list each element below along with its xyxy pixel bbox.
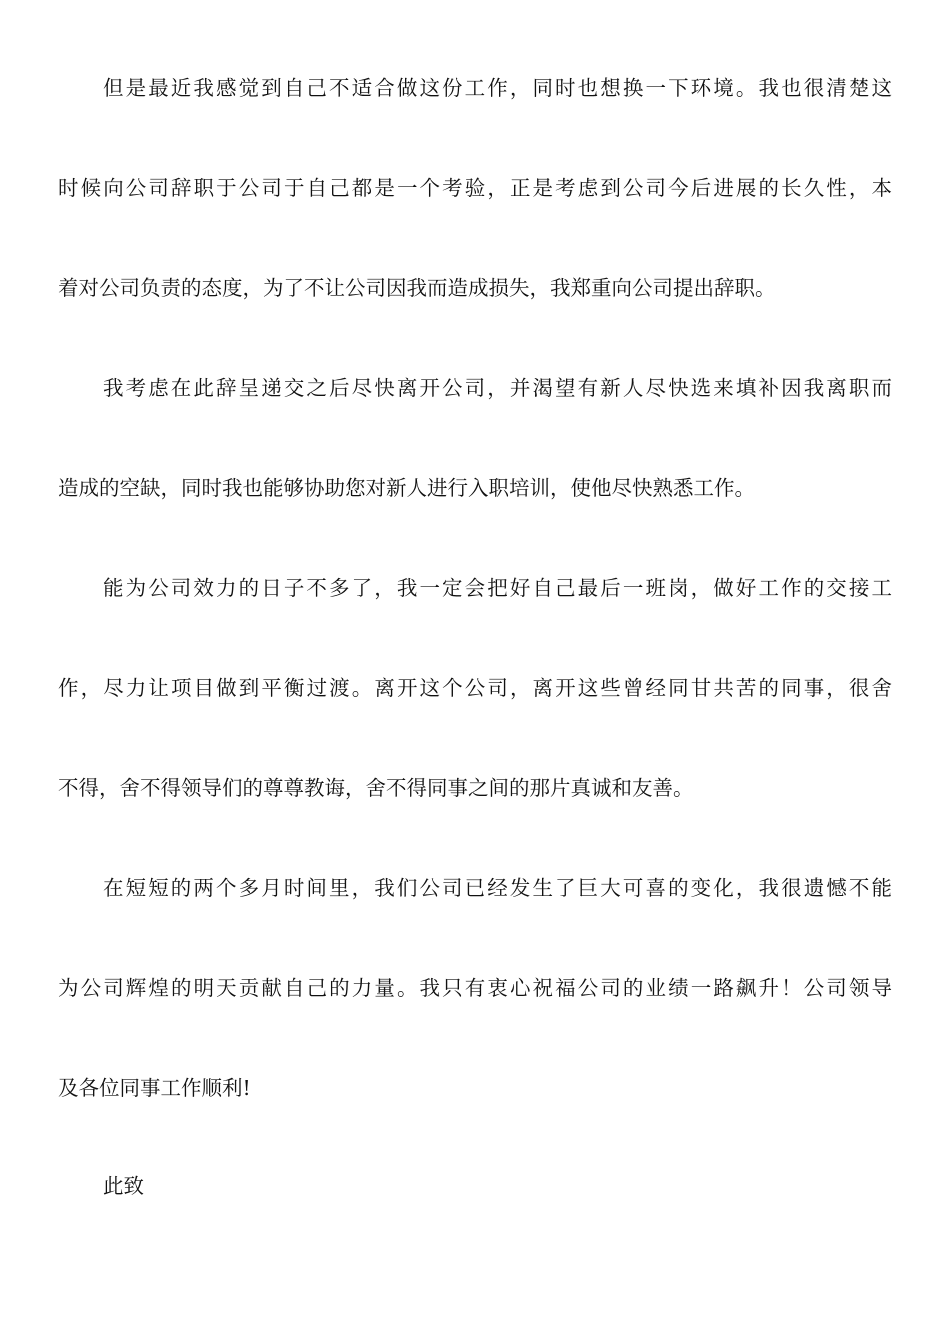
paragraph-1-line-2: 时候向公司辞职于公司于自己都是一个考验，正是考虑到公司今后进展的长久性，本 xyxy=(58,176,892,200)
closing-salutation: 此致 xyxy=(103,1174,144,1198)
paragraph-3-line-3: 不得，舍不得领导们的尊尊教诲，舍不得同事之间的那片真诚和友善。 xyxy=(58,776,694,800)
paragraph-1-line-1: 但是最近我感觉到自己不适合做这份工作，同时也想换一下环境。我也很清楚这 xyxy=(103,76,892,100)
paragraph-1-line-3: 着对公司负责的态度，为了不让公司因我而造成损失，我郑重向公司提出辞职。 xyxy=(58,276,776,300)
paragraph-2-line-2: 造成的空缺，同时我也能够协助您对新人进行入职培训，使他尽快熟悉工作。 xyxy=(58,476,755,500)
paragraph-3-line-1: 能为公司效力的日子不多了，我一定会把好自己最后一班岗，做好工作的交接工 xyxy=(103,576,892,600)
paragraph-4-line-1: 在短短的两个多月时间里，我们公司已经发生了巨大可喜的变化，我很遗憾不能 xyxy=(103,876,892,900)
paragraph-4-line-2: 为公司辉煌的明天贡献自己的力量。我只有衷心祝福公司的业绩一路飙升！公司领导 xyxy=(58,976,892,1000)
paragraph-4-line-3: 及各位同事工作顺利! xyxy=(58,1076,251,1100)
paragraph-3-line-2: 作，尽力让项目做到平衡过渡。离开这个公司，离开这些曾经同甘共苦的同事，很舍 xyxy=(58,676,892,700)
paragraph-2-line-1: 我考虑在此辞呈递交之后尽快离开公司，并渴望有新人尽快选来填补因我离职而 xyxy=(103,376,892,400)
